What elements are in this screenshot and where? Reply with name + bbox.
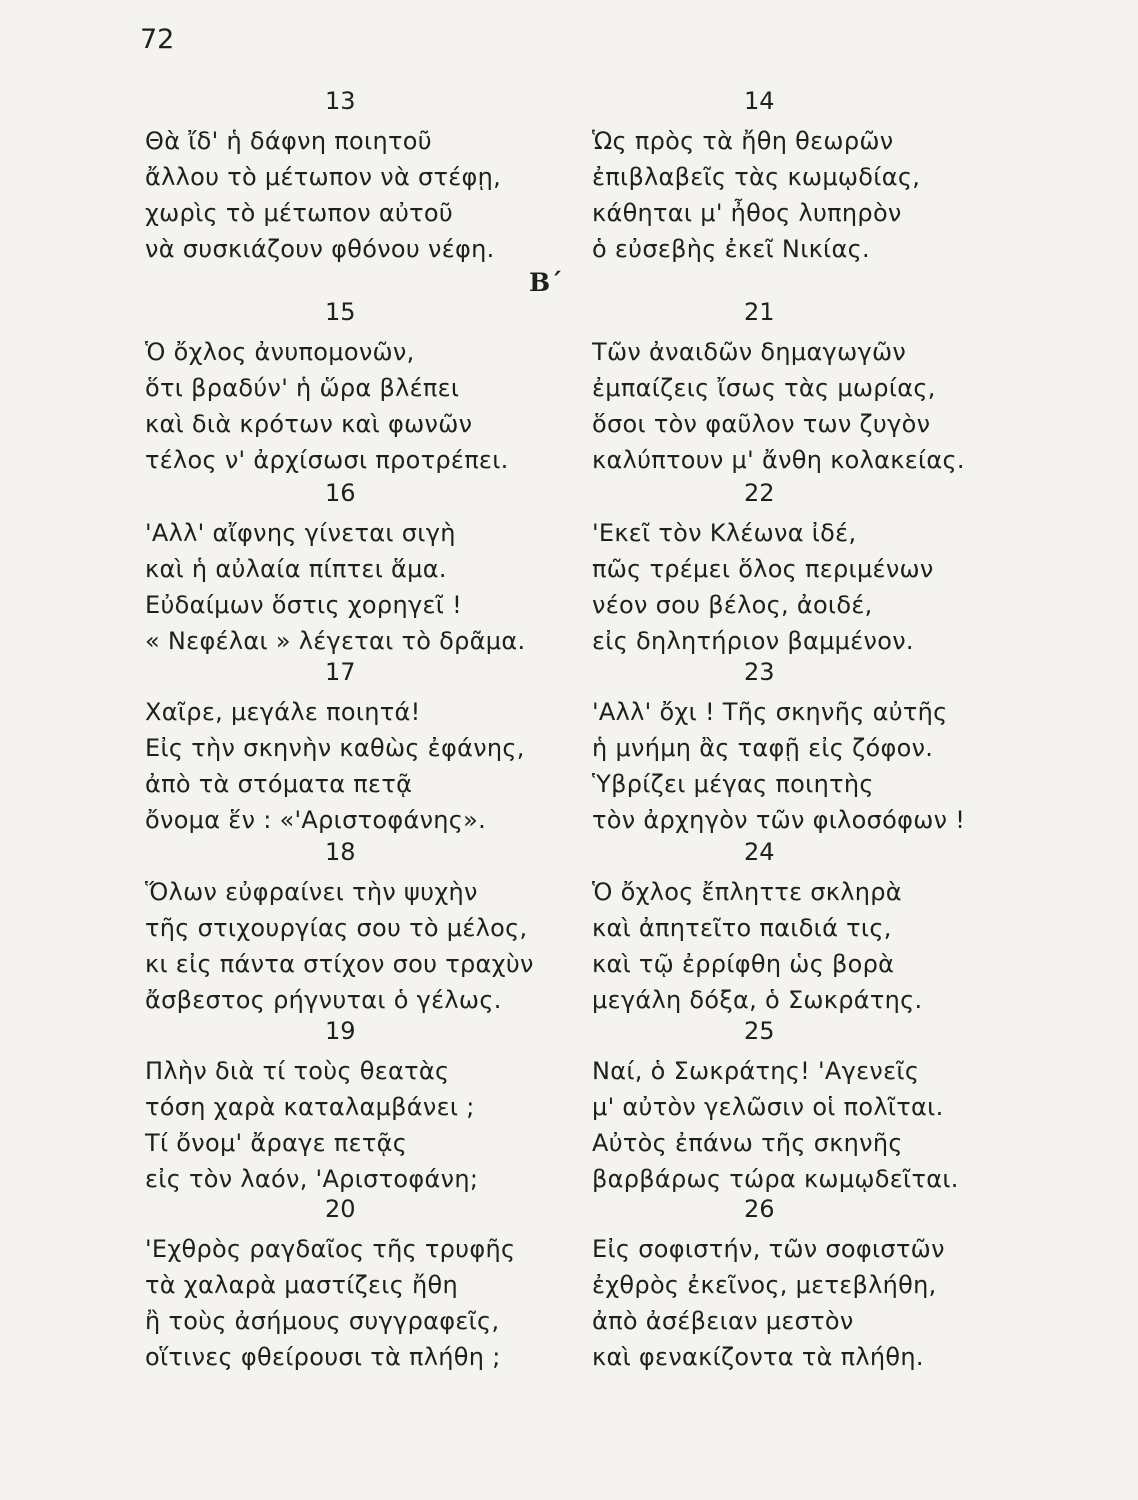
verse-line: ὁ εὐσεβὴς ἐκεῖ Νικίας. xyxy=(592,235,870,263)
verse-line: νέον σου βέλος, ἀοιδέ, xyxy=(592,591,873,619)
verse-line: καὶ τῷ ἐρρίφθη ὡς βορὰ xyxy=(592,950,895,978)
verse-line: καὶ ἀπητεῖτο παιδιά τις, xyxy=(592,914,892,942)
verse-line: πῶς τρέμει ὅλος περιμένων xyxy=(592,555,934,583)
verse-line: ἡ μνήμη ἂς ταφῇ εἰς ζόφον. xyxy=(592,734,934,762)
stanza-number: 22 xyxy=(744,479,775,507)
verse-line: ὅσοι τὸν φαῦλον των ζυγὸν xyxy=(592,410,931,438)
verse-line: Εἰς τὴν σκηνὴν καθὼς ἐφάνης, xyxy=(145,734,525,762)
verse-line: ἐμπαίζεις ἴσως τὰς μωρίας, xyxy=(592,374,936,402)
verse-line: Ὡς πρὸς τὰ ἤθη θεωρῶν xyxy=(592,127,894,155)
stanza-number: 25 xyxy=(744,1017,775,1045)
verse-line: Ναί, ὁ Σωκράτης! 'Αγενεῖς xyxy=(592,1057,920,1085)
verse-line: Τῶν ἀναιδῶν δημαγωγῶν xyxy=(592,338,907,366)
verse-line: κι εἰς πάντα στίχον σου τραχὺν xyxy=(145,950,534,978)
verse-line: Θὰ ἴδ' ἡ δάφνη ποιητοῦ xyxy=(145,127,432,155)
verse-line: Ὅλων εὐφραίνει τὴν ψυχὴν xyxy=(145,878,478,906)
verse-line: ἐχθρὸς ἐκεῖνος, μετεβλήθη, xyxy=(592,1271,937,1299)
verse-line: ὅτι βραδύν' ἡ ὥρα βλέπει xyxy=(145,374,460,402)
verse-line: Ὁ ὄχλος ἔπληττε σκληρὰ xyxy=(592,878,902,906)
verse-line: ἀπὸ τὰ στόματα πετᾷ xyxy=(145,770,413,798)
stanza-number: 24 xyxy=(744,838,775,866)
verse-line: εἰς τὸν λαόν, 'Αριστοφάνη; xyxy=(145,1165,479,1193)
verse-line: τὰ χαλαρὰ μαστίζεις ἤθη xyxy=(145,1271,459,1299)
verse-line: τόση χαρὰ καταλαμβάνει ; xyxy=(145,1093,475,1121)
verse-line: μ' αὐτὸν γελῶσιν οἱ πολῖται. xyxy=(592,1093,944,1121)
verse-line: τῆς στιχουργίας σου τὸ μέλος, xyxy=(145,914,528,942)
page-number: 72 xyxy=(140,24,175,55)
verse-line: καὶ διὰ κρότων καὶ φωνῶν xyxy=(145,410,473,438)
verse-line: « Νεφέλαι » λέγεται τὸ δρᾶμα. xyxy=(145,627,526,655)
stanza-number: 21 xyxy=(744,298,775,326)
verse-line: Ὁ ὄχλος ἀνυπομονῶν, xyxy=(145,338,415,366)
verse-line: Αὐτὸς ἐπάνω τῆς σκηνῆς xyxy=(592,1129,903,1157)
stanza-number: 18 xyxy=(325,838,356,866)
verse-line: ἐπιβλαβεῖς τὰς κωμῳδίας, xyxy=(592,163,921,191)
verse-line: 'Εχθρὸς ραγδαῖος τῆς τρυφῆς xyxy=(145,1235,516,1263)
verse-line: νὰ συσκιάζουν φθόνου νέφη. xyxy=(145,235,495,263)
verse-line: Πλὴν διὰ τί τοὺς θεατὰς xyxy=(145,1057,450,1085)
verse-line: εἰς δηλητήριον βαμμένον. xyxy=(592,627,914,655)
stanza-number: 23 xyxy=(744,658,775,686)
verse-line: Εἰς σοφιστήν, τῶν σοφιστῶν xyxy=(592,1235,945,1263)
verse-line: 'Αλλ' ὄχι ! Τῆς σκηνῆς αὐτῆς xyxy=(592,698,948,726)
stanza-number: 17 xyxy=(325,658,356,686)
verse-line: ὄνομα ἕν : «'Αριστοφάνης». xyxy=(145,806,487,834)
stanza-number: 15 xyxy=(325,298,356,326)
verse-line: καὶ ἡ αὐλαία πίπτει ἅμα. xyxy=(145,555,447,583)
verse-line: Ὑβρίζει μέγας ποιητὴς xyxy=(592,770,874,798)
stanza-number: 13 xyxy=(325,87,356,115)
verse-line: βαρβάρως τώρα κωμῳδεῖται. xyxy=(592,1165,959,1193)
verse-line: οἵτινες φθείρουσι τὰ πλήθη ; xyxy=(145,1343,501,1371)
stanza-number: 19 xyxy=(325,1017,356,1045)
verse-line: ἀπὸ ἀσέβειαν μεστὸν xyxy=(592,1307,854,1335)
verse-line: χωρὶς τὸ μέτωπον αὐτοῦ xyxy=(145,199,454,227)
stanza-number: 16 xyxy=(325,479,356,507)
verse-line: Χαῖρε, μεγάλε ποιητά! xyxy=(145,698,421,726)
verse-line: καλύπτουν μ' ἄνθη κολακείας. xyxy=(592,446,965,474)
verse-line: μεγάλη δόξα, ὁ Σωκράτης. xyxy=(592,986,923,1014)
stanza-number: 20 xyxy=(325,1195,356,1223)
verse-line: καὶ φενακίζοντα τὰ πλήθη. xyxy=(592,1343,924,1371)
verse-line: τέλος ν' ἀρχίσωσι προτρέπει. xyxy=(145,446,509,474)
section-mark: B´ xyxy=(529,268,563,297)
verse-line: 'Αλλ' αἴφνης γίνεται σιγὴ xyxy=(145,519,456,547)
stanza-number: 14 xyxy=(744,87,775,115)
verse-line: Εὐδαίμων ὅστις χορηγεῖ ! xyxy=(145,591,462,619)
verse-line: κάθηται μ' ἦθος λυπηρὸν xyxy=(592,199,902,227)
verse-line: ἄσβεστος ρήγνυται ὁ γέλως. xyxy=(145,986,502,1014)
verse-line: 'Εκεῖ τὸν Κλέωνα ἰδέ, xyxy=(592,519,857,547)
verse-line: ἢ τοὺς ἀσήμους συγγραφεῖς, xyxy=(145,1307,500,1335)
verse-line: τὸν ἀρχηγὸν τῶν φιλοσόφων ! xyxy=(592,806,966,834)
verse-line: ἄλλου τὸ μέτωπον νὰ στέφῃ, xyxy=(145,163,502,191)
verse-line: Τί ὄνομ' ἄραγε πετᾷς xyxy=(145,1129,408,1157)
stanza-number: 26 xyxy=(744,1195,775,1223)
